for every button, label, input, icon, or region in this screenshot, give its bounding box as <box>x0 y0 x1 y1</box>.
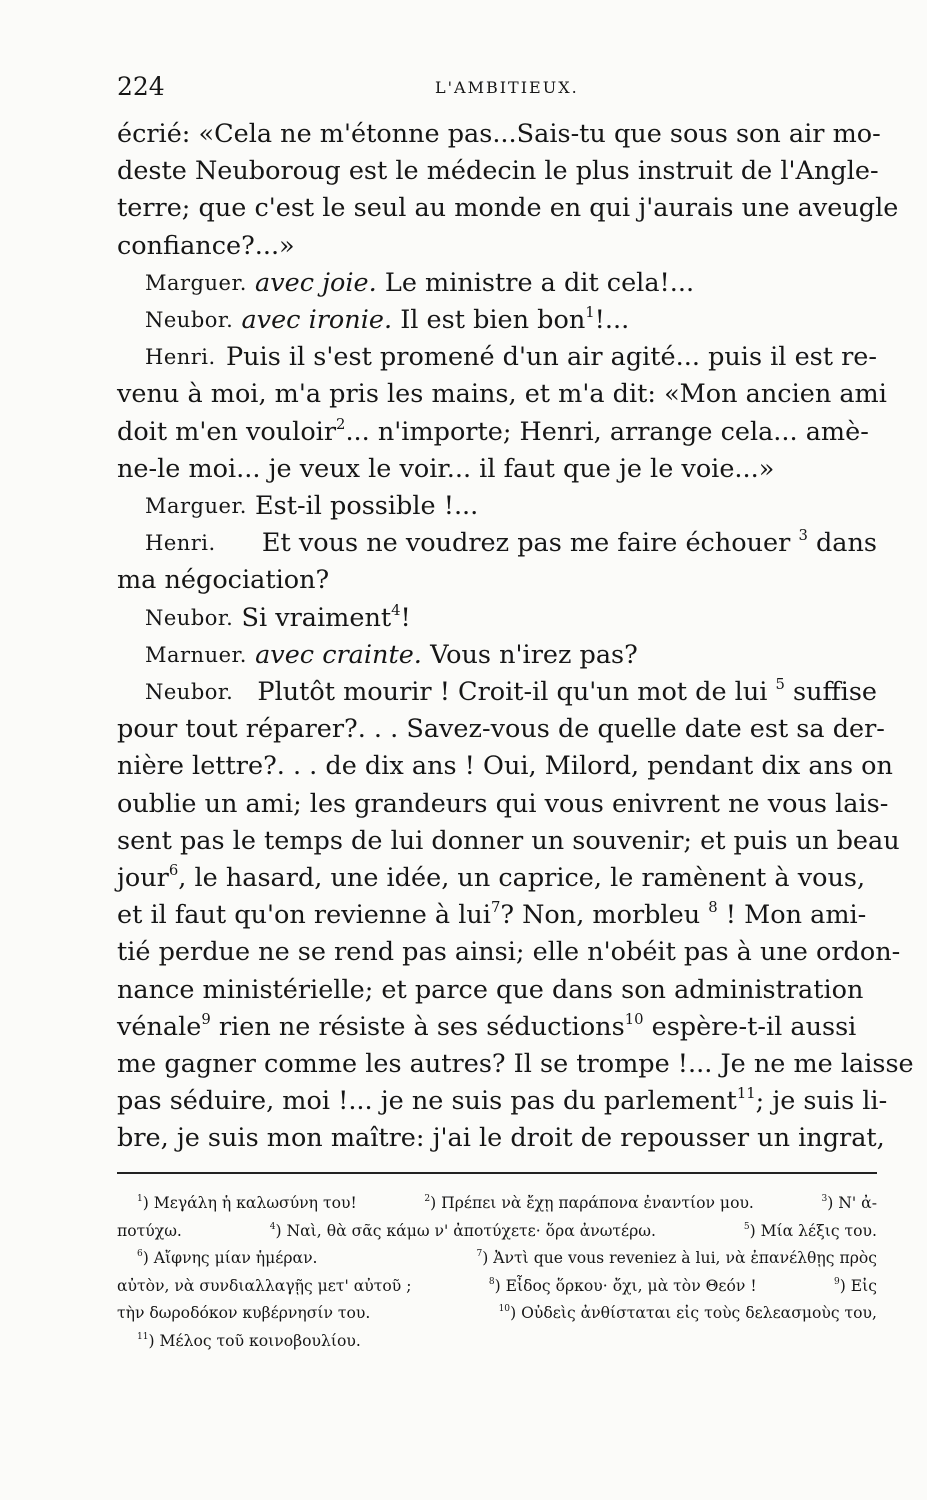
text-line: ne-le moi... je veux le voir... il faut que je le voie...» <box>117 453 775 484</box>
stage-direction: avec crainte. <box>255 639 422 670</box>
text-line: me gagner comme les autres? Il se trompe !... Je ne me laisse <box>117 1049 914 1080</box>
text-line: ma négociation? <box>117 565 330 596</box>
text-line: venu à moi, m'a pris les mains, et m'a dit: «Mon ancien ami <box>117 379 887 410</box>
text-line: confiance?...» <box>117 230 295 261</box>
footnote-line: $^{11}$) Μέλος τοῦ κοινοβουλίου. <box>137 1331 361 1350</box>
stage-direction: avec joie. <box>255 267 377 298</box>
dialogue-line: Neubor. Plutôt mourir ! Croit-il qu'un mot de lui $^5$ suffise <box>117 674 877 711</box>
footnote-ref: 2 <box>336 415 346 433</box>
dialogue-line: Neubor. avec ironie. Il est bien bon$^1$!... <box>117 302 877 339</box>
footnote-ref: 5 <box>775 675 785 693</box>
dialogue-line: Henri. Et vous ne voudrez pas me faire échouer $^3$ dans <box>117 525 877 562</box>
footnote-ref: 9 <box>201 1010 211 1028</box>
stage-direction: avec ironie. <box>241 305 393 336</box>
text-line: vénale$^9$ rien ne résiste à ses séductions$^{10}$ espère-t-il aussi <box>117 1010 857 1042</box>
text-line: doit m'en vouloir$^2$... n'importe; Henri, arrange cela... amè- <box>117 415 869 447</box>
text-line: sent pas le temps de lui donner un souvenir; et puis un beau <box>117 825 900 856</box>
speaker-name: Henri. <box>145 531 216 556</box>
dialogue-line: Marguer. avec joie. Le ministre a dit cela!... <box>117 265 877 302</box>
footnote-ref: 4 <box>391 601 401 619</box>
speaker-name: Marnuer. <box>145 642 247 667</box>
dialogue-line: Neubor. Si vraiment$^4$! <box>117 600 877 637</box>
speaker-name: Marguer. <box>145 494 247 519</box>
dialogue-line: Marnuer. avec crainte. Vous n'irez pas? <box>117 637 877 674</box>
footnote-line: ποτύχω. $^4$) Ναὶ, θὰ σᾶς κάμω ν' ἀποτύχετε· ὅρα ἀνωτέρω. $^5$) Μία λέξις του. <box>117 1221 877 1240</box>
text-line: bre, je suis mon maître: j'ai le droit de repousser un ingrat, <box>117 1123 885 1154</box>
speaker-name: Neubor. <box>145 680 234 705</box>
text-line: tié perdue ne se rend pas ainsi; elle n'obéit pas à une ordon- <box>117 937 901 968</box>
footnote-separator <box>117 1172 877 1174</box>
speaker-name: Neubor. <box>145 605 234 630</box>
dialogue-line: Marguer. Est-il possible !... <box>117 488 877 525</box>
footnote-ref: 7 <box>490 899 501 917</box>
text-line: nière lettre?. . . de dix ans ! Oui, Milord, pendant dix ans on <box>117 751 893 782</box>
text-line: jour$^6$, le hasard, une idée, un caprice, le ramènent à vous, <box>117 861 866 894</box>
footnote-ref: 3 <box>798 527 808 545</box>
text-line: terre; que c'est le seul au monde en qui j'aurais une aveugle <box>117 193 899 224</box>
footnote-line: αὐτὸν, νὰ συνδιαλλαγῇς μετ' αὐτοῦ ; $^8$) Εἶδος ὅρκου· ὄχι, μὰ τὸν Θεόν ! $^9$) Εἰς <box>117 1276 877 1295</box>
footnote-line: $^6$) Αἴφνης μίαν ἡμέραν. $^7$) Ἀντὶ que vous reveniez à lui, νὰ ἐπανέλθῃς πρὸς <box>137 1249 877 1267</box>
footnote-ref: 11 <box>736 1085 756 1103</box>
text-line: oublie un ami; les grandeurs qui vous enivrent ne vous lais- <box>117 788 889 819</box>
main-text <box>117 116 914 1158</box>
page-number: 224 <box>117 72 165 101</box>
footnote-line: $^1$) Μεγάλη ἡ καλωσύνη του! $^2$) Πρέπει νὰ ἔχῃ παράπονα ἐναντίον μου. $^3$) Ν' ἀ- <box>137 1194 877 1212</box>
dialogue-line: Henri. Puis il s'est promené d'un air agité... puis il est re- <box>117 339 877 376</box>
running-header <box>117 72 877 102</box>
speaker-name: Marguer. <box>145 270 247 295</box>
footnote-ref: 6 <box>168 861 179 879</box>
text-line: deste Neuboroug est le médecin le plus instruit de l'Angle- <box>117 156 879 187</box>
text-line: écrié: «Cela ne m'étonne pas... Sais-tu que sous son air mo- <box>117 119 881 149</box>
footnote-ref: 1 <box>585 303 595 321</box>
running-title: L'AMBITIEUX. <box>435 78 579 97</box>
text-line: pas séduire, moi !... je ne suis pas du parlement$^{11}$; je suis li- <box>117 1085 888 1117</box>
text-line: nance ministérielle; et parce que dans son administration <box>117 974 864 1005</box>
footnote-ref: 10 <box>624 1010 644 1028</box>
text-line: pour tout réparer?. . . Savez-vous de quelle date est sa der- <box>117 714 885 745</box>
speaker-name: Henri. <box>145 345 216 370</box>
speaker-name: Neubor. <box>145 308 234 333</box>
text-line: et il faut qu'on revienne à lui$^7$? Non, morbleu $^8$ ! Mon ami- <box>117 899 867 931</box>
footnote-ref: 8 <box>708 899 718 917</box>
footnote-line: τὴν δωροδόκον κυβέρνησίν του. $^{10}$) Οὐδεὶς ἀνθίσταται εἰς τοὺς δελεασμοὺς του, <box>117 1304 877 1322</box>
footnotes <box>117 1190 877 1355</box>
